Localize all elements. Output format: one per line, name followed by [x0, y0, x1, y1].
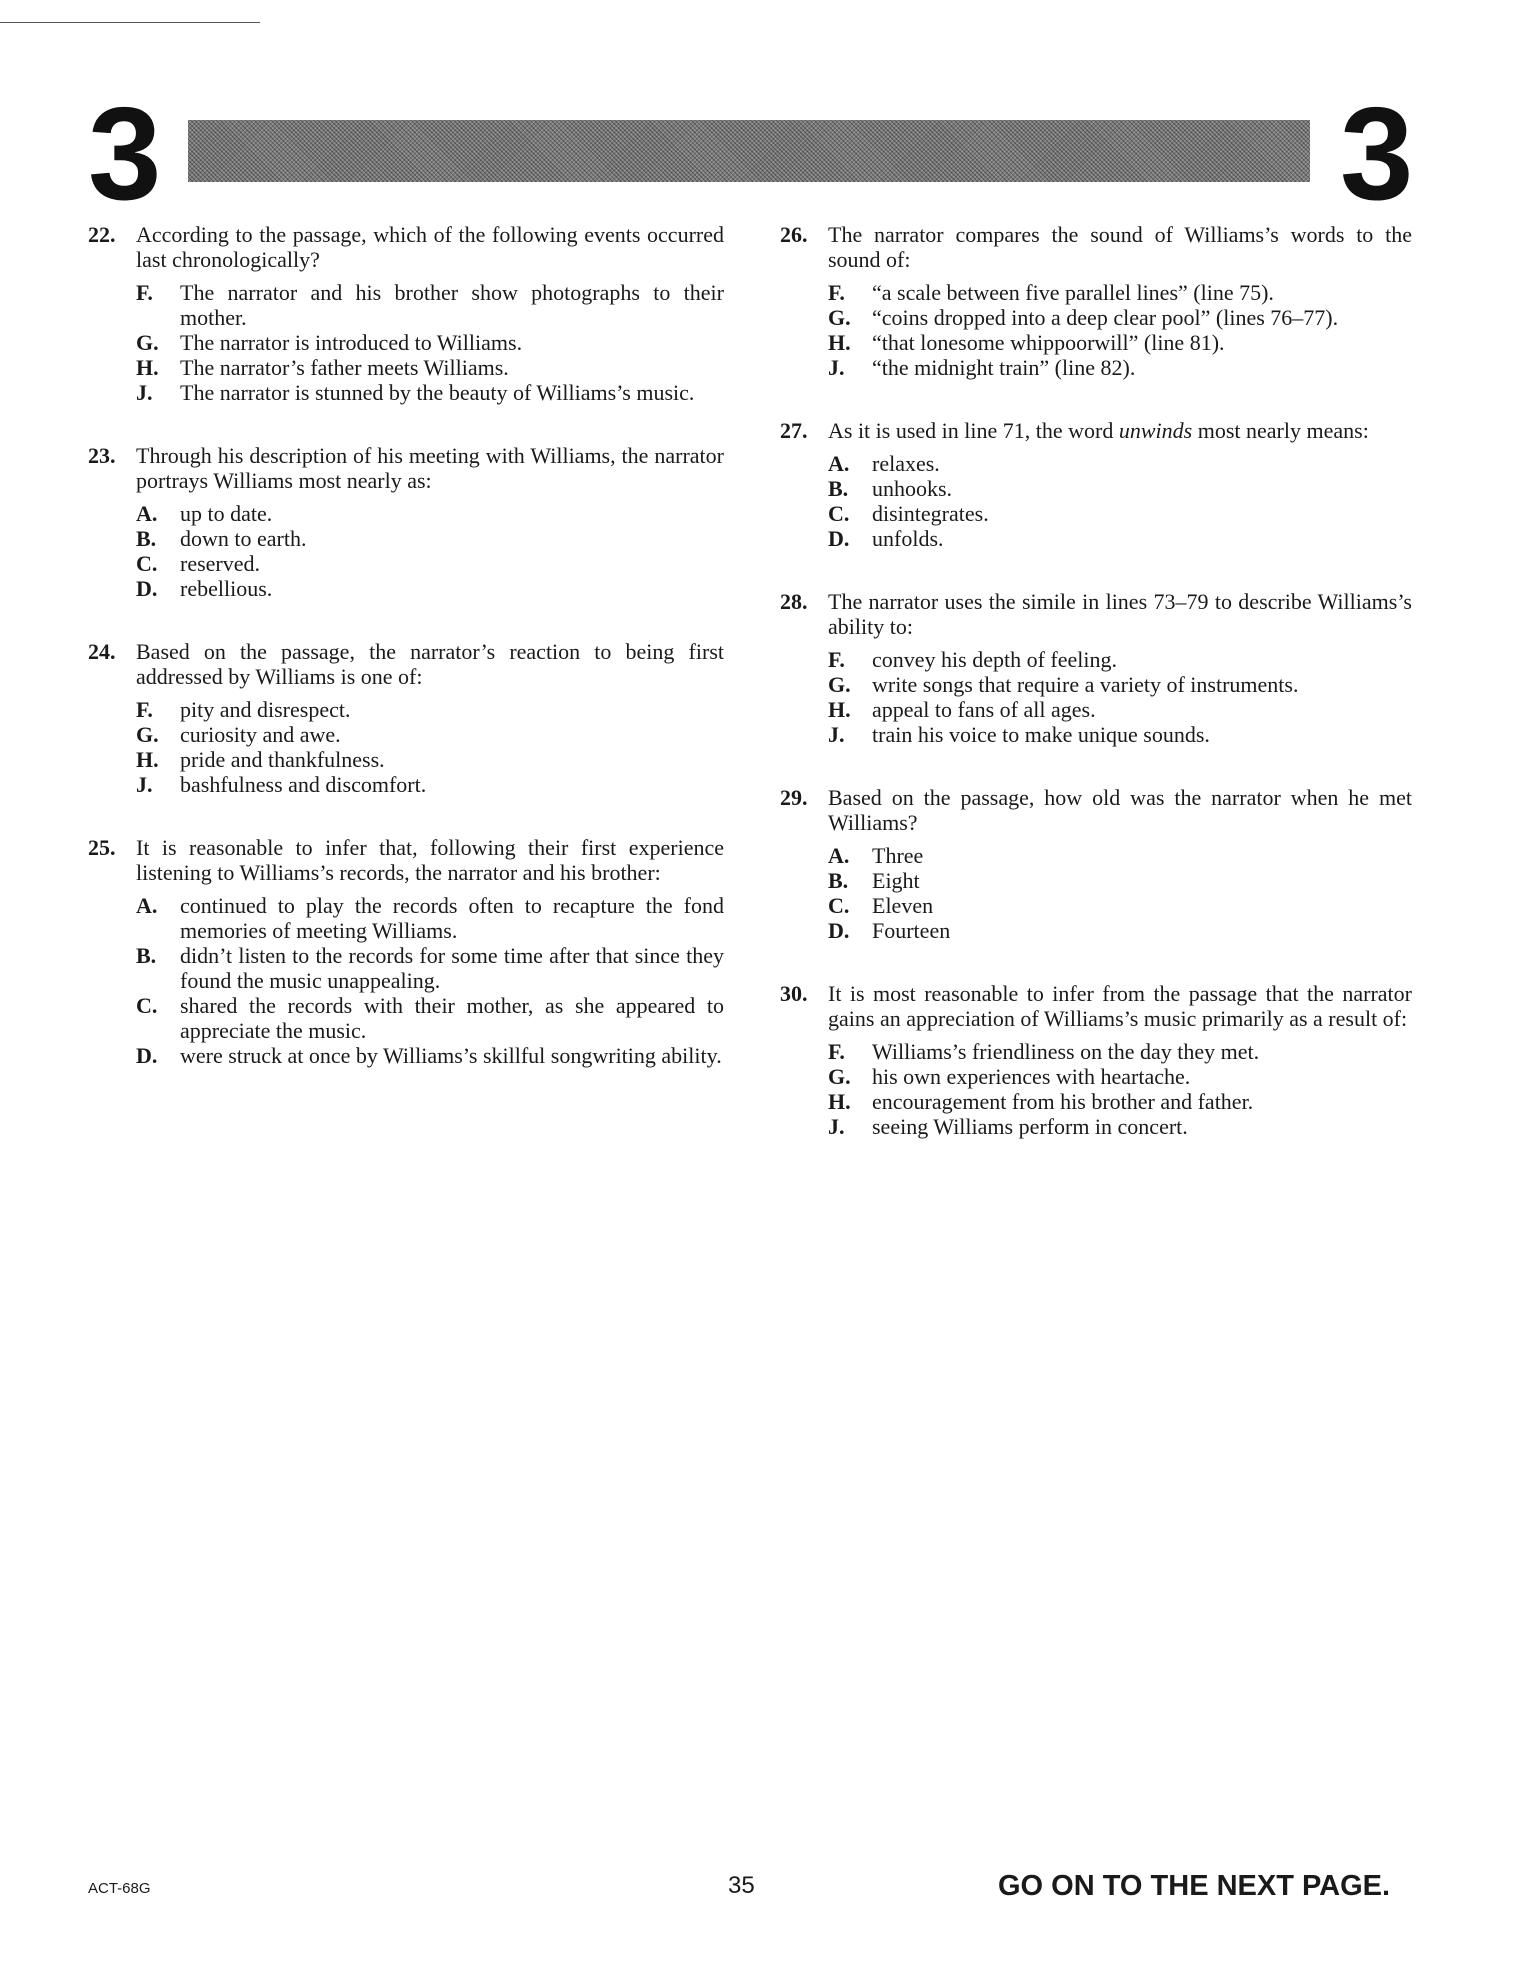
- option-letter: D.: [136, 1043, 158, 1068]
- answer-option[interactable]: [136, 576, 724, 601]
- question-22: [88, 222, 724, 405]
- option-text: continued to play the records often to recapture the fond memories of meeting Williams.: [180, 893, 724, 943]
- option-letter: B.: [828, 476, 849, 501]
- question-text: Based on the passage, how old was the narrator when he met Williams?: [828, 785, 1412, 835]
- answer-option[interactable]: [828, 501, 1412, 526]
- go-on-next-page: GO ON TO THE NEXT PAGE.: [998, 1870, 1391, 1902]
- option-text: rebellious.: [180, 576, 273, 601]
- answer-option[interactable]: [136, 747, 724, 772]
- option-text: up to date.: [180, 501, 273, 526]
- answer-option[interactable]: [828, 305, 1412, 330]
- question-29: [780, 785, 1412, 943]
- option-letter: C.: [136, 993, 158, 1018]
- answer-option[interactable]: [828, 722, 1412, 747]
- option-letter: G.: [828, 672, 851, 697]
- option-text: Williams’s friendliness on the day they met.: [872, 1039, 1260, 1064]
- option-text: reserved.: [180, 551, 261, 576]
- answer-options: [88, 697, 724, 797]
- option-letter: J.: [136, 772, 153, 797]
- option-text: write songs that require a variety of instruments.: [872, 672, 1299, 697]
- question-text: The narrator uses the simile in lines 73–79 to describe Williams’s ability to:: [828, 589, 1412, 639]
- question-stem: [780, 418, 1412, 443]
- question-27: [780, 418, 1412, 551]
- question-30: [780, 981, 1412, 1139]
- answer-option[interactable]: [136, 380, 724, 405]
- option-letter: H.: [828, 1089, 851, 1114]
- answer-options: [88, 280, 724, 405]
- question-text: The narrator compares the sound of Williams’s words to the sound of:: [828, 222, 1412, 272]
- option-text: Fourteen: [872, 918, 951, 943]
- top-rule: [0, 22, 260, 23]
- option-letter: D.: [136, 576, 158, 601]
- option-text: encouragement from his brother and father.: [872, 1089, 1254, 1114]
- option-letter: G.: [828, 1064, 851, 1089]
- answer-option[interactable]: [828, 893, 1412, 918]
- option-text: down to earth.: [180, 526, 307, 551]
- question-text: According to the passage, which of the following events occurred last chronologically?: [136, 222, 724, 272]
- option-letter: J.: [828, 1114, 845, 1139]
- answer-option[interactable]: [828, 1039, 1412, 1064]
- answer-option[interactable]: [136, 526, 724, 551]
- answer-option[interactable]: [828, 843, 1412, 868]
- answer-option[interactable]: [136, 893, 724, 943]
- question-number: 24.: [88, 639, 116, 664]
- answer-option[interactable]: [828, 868, 1412, 893]
- answer-options: [88, 893, 724, 1068]
- option-letter: J.: [828, 722, 845, 747]
- option-text: pride and thankfulness.: [180, 747, 385, 772]
- option-text: were struck at once by Williams’s skillful songwriting ability.: [180, 1043, 722, 1068]
- answer-options: [780, 1039, 1412, 1139]
- answer-option[interactable]: [136, 1043, 724, 1068]
- answer-option[interactable]: [136, 697, 724, 722]
- question-28: [780, 589, 1412, 747]
- answer-option[interactable]: [828, 1064, 1412, 1089]
- answer-options: [780, 647, 1412, 747]
- option-letter: G.: [828, 305, 851, 330]
- answer-option[interactable]: [828, 330, 1412, 355]
- option-letter: F.: [136, 280, 153, 305]
- option-text: his own experiences with heartache.: [872, 1064, 1191, 1089]
- question-number: 26.: [780, 222, 808, 247]
- option-letter: F.: [828, 647, 845, 672]
- answer-options: [780, 451, 1412, 551]
- question-stem: [88, 443, 724, 493]
- answer-option[interactable]: [136, 722, 724, 747]
- option-letter: A.: [828, 843, 850, 868]
- option-text: Eleven: [872, 893, 934, 918]
- option-text: The narrator’s father meets Williams.: [180, 355, 509, 380]
- option-text: train his voice to make unique sounds.: [872, 722, 1210, 747]
- answer-option[interactable]: [828, 672, 1412, 697]
- option-text: “that lonesome whippoorwill” (line 81).: [872, 330, 1225, 355]
- option-letter: F.: [828, 1039, 845, 1064]
- option-text: disintegrates.: [872, 501, 989, 526]
- answer-option[interactable]: [136, 551, 724, 576]
- option-letter: H.: [828, 697, 851, 722]
- answer-option[interactable]: [828, 280, 1412, 305]
- question-stem: [88, 835, 724, 885]
- question-25: [88, 835, 724, 1068]
- question-number: 29.: [780, 785, 808, 810]
- option-text: Eight: [872, 868, 920, 893]
- question-26: [780, 222, 1412, 380]
- right-column: [780, 222, 1412, 1177]
- option-letter: J.: [136, 380, 153, 405]
- question-number: 23.: [88, 443, 116, 468]
- answer-option[interactable]: [828, 1114, 1412, 1139]
- option-letter: H.: [828, 330, 851, 355]
- answer-option[interactable]: [136, 772, 724, 797]
- question-text: Based on the passage, the narrator’s reaction to being first addressed by Williams is one of:: [136, 639, 724, 689]
- option-text: “a scale between five parallel lines” (line 75).: [872, 280, 1274, 305]
- option-letter: H.: [136, 747, 159, 772]
- option-text: Three: [872, 843, 924, 868]
- option-text: pity and disrespect.: [180, 697, 351, 722]
- answer-option[interactable]: [136, 501, 724, 526]
- question-stem: [780, 589, 1412, 639]
- question-stem: [780, 981, 1412, 1031]
- option-letter: C.: [136, 551, 158, 576]
- answer-options: [780, 280, 1412, 380]
- answer-option[interactable]: [828, 918, 1412, 943]
- answer-option[interactable]: [136, 993, 724, 1043]
- option-text: seeing Williams perform in concert.: [872, 1114, 1188, 1139]
- option-text: convey his depth of feeling.: [872, 647, 1117, 672]
- option-text: relaxes.: [872, 451, 940, 476]
- option-text: unhooks.: [872, 476, 953, 501]
- option-letter: F.: [136, 697, 153, 722]
- question-stem: [88, 639, 724, 689]
- answer-option[interactable]: [828, 697, 1412, 722]
- option-text: bashfulness and discomfort.: [180, 772, 427, 797]
- option-letter: F.: [828, 280, 845, 305]
- option-letter: D.: [828, 526, 850, 551]
- option-letter: G.: [136, 330, 159, 355]
- option-letter: B.: [136, 526, 157, 551]
- option-text: didn’t listen to the records for some time after that since they found the music unappealing.: [180, 943, 724, 993]
- page-number: 35: [728, 1872, 755, 1899]
- option-text: The narrator is stunned by the beauty of Williams’s music.: [180, 380, 695, 405]
- question-text: It is most reasonable to infer from the passage that the narrator gains an appreciation of Williams’s music primarily as a result of:: [828, 981, 1412, 1031]
- option-letter: B.: [828, 868, 849, 893]
- option-letter: A.: [136, 893, 158, 918]
- option-text: The narrator is introduced to Williams.: [180, 330, 523, 355]
- question-number: 22.: [88, 222, 116, 247]
- option-letter: A.: [136, 501, 158, 526]
- option-text: “coins dropped into a deep clear pool” (lines 76–77).: [872, 305, 1339, 330]
- option-text: shared the records with their mother, as she appeared to appreciate the music.: [180, 993, 724, 1043]
- option-text: curiosity and awe.: [180, 722, 341, 747]
- answer-options: [88, 501, 724, 601]
- option-letter: J.: [828, 355, 845, 380]
- question-23: [88, 443, 724, 601]
- question-text: It is reasonable to infer that, following their first experience listening to Williams’s records, the narrator and his brother:: [136, 835, 724, 885]
- answer-option[interactable]: [136, 330, 724, 355]
- option-letter: C.: [828, 501, 850, 526]
- question-number: 30.: [780, 981, 808, 1006]
- question-number: 28.: [780, 589, 808, 614]
- answer-option[interactable]: [136, 355, 724, 380]
- answer-option[interactable]: [136, 943, 724, 993]
- answer-option[interactable]: [828, 476, 1412, 501]
- question-number: 25.: [88, 835, 116, 860]
- option-letter: D.: [828, 918, 850, 943]
- section-number-left: 3: [88, 80, 162, 227]
- option-text: “the midnight train” (line 82).: [872, 355, 1136, 380]
- option-letter: A.: [828, 451, 850, 476]
- answer-options: [780, 843, 1412, 943]
- option-text: The narrator and his brother show photographs to their mother.: [180, 280, 724, 330]
- answer-option[interactable]: [828, 355, 1412, 380]
- question-number: 27.: [780, 418, 808, 443]
- question-text: Through his description of his meeting with Williams, the narrator portrays Williams most nearly as:: [136, 443, 724, 493]
- answer-option[interactable]: [828, 451, 1412, 476]
- option-letter: C.: [828, 893, 850, 918]
- answer-option[interactable]: [828, 526, 1412, 551]
- answer-option[interactable]: [828, 1089, 1412, 1114]
- left-column: [88, 222, 724, 1106]
- answer-option[interactable]: [136, 280, 724, 330]
- question-24: [88, 639, 724, 797]
- question-stem: [88, 222, 724, 272]
- answer-option[interactable]: [828, 647, 1412, 672]
- option-text: unfolds.: [872, 526, 944, 551]
- section-number-right: 3: [1340, 80, 1414, 227]
- question-stem: [780, 222, 1412, 272]
- form-code: ACT-68G: [88, 1880, 151, 1897]
- question-text: As it is used in line 71, the word unwinds most nearly means:: [828, 418, 1369, 443]
- option-letter: H.: [136, 355, 159, 380]
- option-letter: B.: [136, 943, 157, 968]
- section-header-bar: [188, 120, 1310, 182]
- option-text: appeal to fans of all ages.: [872, 697, 1096, 722]
- option-letter: G.: [136, 722, 159, 747]
- question-stem: [780, 785, 1412, 835]
